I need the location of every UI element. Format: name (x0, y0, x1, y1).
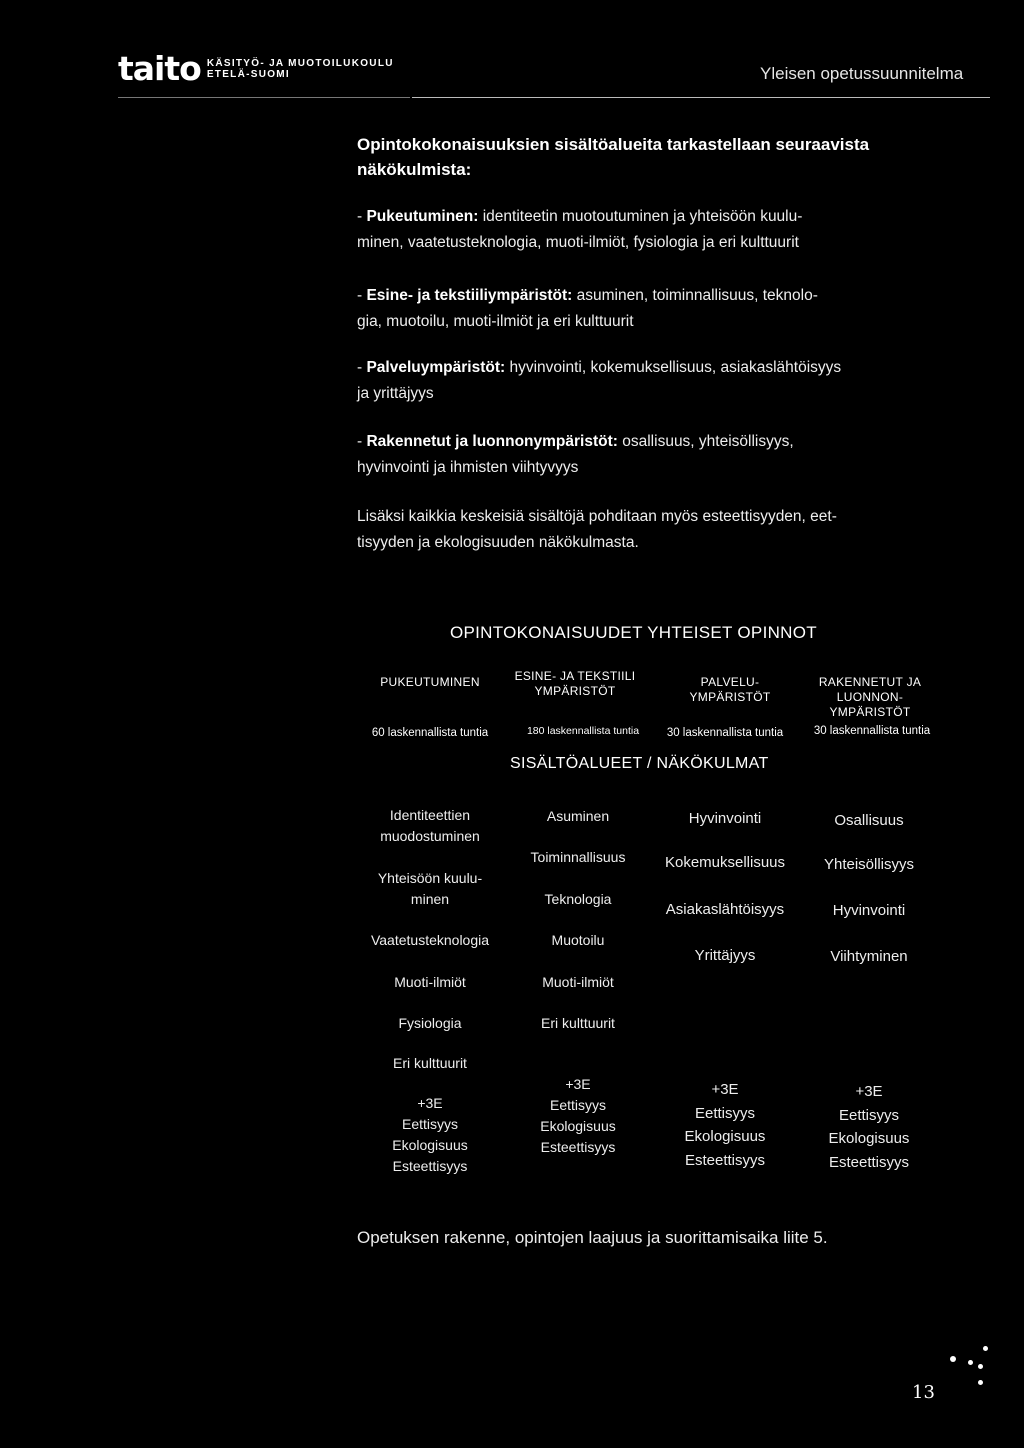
three-e-line: Esteettisyys (828, 1153, 910, 1171)
three-e-label: +3E (417, 1095, 443, 1111)
logo-line-2: ETELÄ-SUOMI (206, 68, 290, 80)
page-number: 13 (912, 1382, 935, 1403)
intro-item-text-cont: ja yrittäjyys (357, 385, 434, 402)
content-area-item: Hyvinvointi (688, 810, 762, 827)
column-hours-rakennetut: 30 laskennallista tuntia (813, 725, 931, 737)
logo-wordmark: taito (118, 49, 201, 88)
three-e-label: +3E (565, 1076, 591, 1092)
content-area-item: Yhteisöllisyys (823, 856, 915, 873)
content-area-item: Yrittäjyys (694, 947, 756, 964)
three-e-line: Ekologisuus (828, 1130, 910, 1147)
logo-line-1: KÄSITYÖ- JA MUOTOILUKOULU (206, 57, 394, 69)
three-e-line: Eettisyys (401, 1116, 458, 1132)
column-hours-palvelu: 30 laskennallista tuntia (666, 727, 784, 739)
dot-icon (950, 1356, 956, 1362)
content-area-item: Muotoilu (551, 932, 605, 948)
intro-item-pukeutuminen: - Pukeutuminen: identiteetin muotoutuminen ja yhteisöön kuulu- minen, vaatetusteknologia, muoti-ilmiöt, fysiologia ja eri kulttuurit (357, 208, 803, 251)
three-e-label: +3E (855, 1083, 883, 1100)
content-area-line: Yhteisöön kuulu- (377, 870, 483, 886)
diagram-subtitle: SISÄLTÖALUEET / NÄKÖKULMAT (510, 755, 769, 772)
intro-item-term: Palveluympäristöt: (366, 359, 506, 376)
content-area-item: Asuminen (546, 808, 610, 824)
three-e-block (650, 1078, 800, 1172)
three-e-line: Ekologisuus (540, 1118, 616, 1134)
header-divider-left (118, 97, 410, 98)
three-e-line: Eettisyys (694, 1104, 755, 1122)
column-heading-line: YMPÄRISTÖT (534, 684, 616, 698)
content-area-item: Hyvinvointi (832, 902, 906, 919)
dot-icon (978, 1364, 983, 1369)
intro-item-rakennetut: - Rakennetut ja luonnonympäristöt: osallisuus, yhteisöllisyys, hyvinvointi ja ihmisten viihtyvyys (357, 433, 794, 476)
three-e-line: Ekologisuus (684, 1128, 766, 1145)
three-e-line: Eettisyys (838, 1106, 899, 1124)
content-area-item (355, 805, 505, 847)
content-area-item (355, 868, 505, 910)
content-area-line: Identiteettien (389, 807, 471, 823)
column-heading-esine (505, 669, 645, 699)
diagram-title: OPINTOKONAISUUDET YHTEISET OPINNOT (450, 623, 817, 642)
header-divider-right (412, 97, 990, 98)
intro-closing (357, 504, 957, 556)
content-area-item: Eri kulttuurit (541, 1015, 615, 1031)
content-area-item: Kokemuksellisuus (664, 854, 786, 871)
column-heading-line: PUKEUTUMINEN (380, 675, 480, 689)
column-heading-line: ESINE- JA TEKSTIILI (514, 669, 636, 683)
content-area-item: Muoti-ilmiöt (542, 974, 614, 990)
three-e-line: Eettisyys (549, 1097, 606, 1113)
content-area-line: muodostuminen (380, 828, 480, 844)
column-heading-line: LUONNON- (836, 690, 904, 704)
column-heading-line: YMPÄRISTÖT (689, 690, 771, 704)
intro-item-text: identiteetin muotoutuminen ja yhteisöön kuulu- (482, 208, 803, 225)
intro-item-text: hyvinvointi, kokemuksellisuus, asiakaslähtöisyys (509, 359, 842, 376)
column-heading-palvelu (660, 675, 800, 705)
intro-item-text: osallisuus, yhteisöllisyys, (622, 433, 794, 450)
content-area-item: Eri kulttuurit (393, 1055, 467, 1071)
intro-item-esine: - Esine- ja tekstiiliympäristöt: asuminen, toiminnallisuus, teknolo- gia, muotoilu, muoti-ilmiöt ja eri kulttuurit (357, 287, 818, 330)
intro-item-text: asuminen, toiminnallisuus, teknolo- (576, 287, 818, 304)
three-e-line: Esteettisyys (540, 1139, 616, 1155)
column-heading-line: YMPÄRISTÖT (829, 705, 911, 719)
column-heading-rakennetut (800, 675, 940, 720)
dot-icon (978, 1380, 983, 1385)
three-e-label: +3E (711, 1081, 739, 1098)
intro-item-term: Esine- ja tekstiiliympäristöt: (366, 287, 573, 304)
three-e-line: Ekologisuus (392, 1137, 468, 1153)
intro-item-text-cont: gia, muotoilu, muoti-ilmiöt ja eri kulttuurit (357, 313, 634, 330)
intro-item-text-cont: hyvinvointi ja ihmisten viihtyvyys (357, 459, 579, 476)
dot-icon (968, 1360, 973, 1365)
column-hours-esine: 180 laskennallista tuntia (526, 725, 640, 737)
appendix-reference: Opetuksen rakenne, opintojen laajuus ja suorittamisaika liite 5. (357, 1228, 828, 1247)
three-e-block (355, 1093, 505, 1177)
column-heading-pukeutuminen (360, 675, 500, 690)
column-heading-line: PALVELU- (700, 675, 760, 689)
intro-item-text-cont: minen, vaatetusteknologia, muoti-ilmiöt, fysiologia ja eri kulttuurit (357, 234, 799, 251)
content-area-item: Asiakaslähtöisyys (665, 901, 785, 918)
content-area-line: minen (410, 891, 450, 907)
closing-line-2: tisyyden ja ekologisuuden näkökulmasta. (357, 534, 639, 551)
school-logo (118, 49, 394, 88)
content-area-item: Toiminnallisuus (530, 849, 626, 865)
intro-item-term: Pukeutuminen: (366, 208, 479, 225)
logo-subtitle (207, 58, 394, 80)
content-area-item: Muoti-ilmiöt (394, 974, 466, 990)
column-heading-line: RAKENNETUT JA (818, 675, 922, 689)
dot-icon (983, 1346, 988, 1351)
closing-line-1: Lisäksi kaikkia keskeisiä sisältöjä pohditaan myös esteettisyyden, eet- (357, 508, 837, 525)
document-title: Yleisen opetussuunnitelma (760, 64, 964, 83)
intro-item-term: Rakennetut ja luonnonympäristöt: (366, 433, 618, 450)
three-e-line: Esteettisyys (684, 1151, 766, 1169)
three-e-block (794, 1080, 944, 1174)
three-e-line: Esteettisyys (392, 1158, 468, 1174)
section-heading: Opintokokonaisuuksien sisältöalueita tarkastellaan seuraavista näkökulmista: (357, 135, 870, 179)
three-e-block (503, 1074, 653, 1158)
content-area-item: Teknologia (544, 891, 612, 907)
column-hours-pukeutuminen: 60 laskennallista tuntia (371, 727, 489, 739)
content-area-item: Viihtyminen (830, 948, 908, 965)
content-area-item: Fysiologia (398, 1015, 462, 1031)
content-area-item: Osallisuus (834, 812, 904, 829)
content-area-item: Vaatetusteknologia (370, 932, 490, 948)
intro-item-palvelu: - Palveluympäristöt: hyvinvointi, kokemuksellisuus, asiakaslähtöisyys ja yrittäjyys (357, 359, 842, 402)
